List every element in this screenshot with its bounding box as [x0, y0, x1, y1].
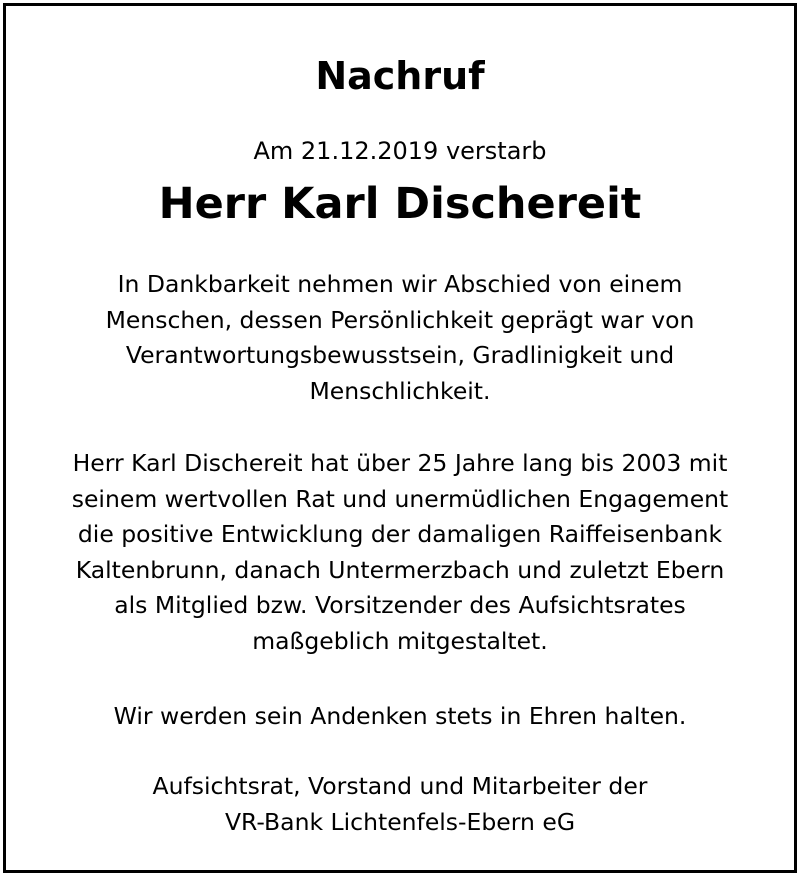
- signature-line: Aufsichtsrat, Vorstand und Mitarbeiter der: [152, 772, 648, 800]
- paragraph-line: Verantwortungsbewusstsein, Gradlinigkeit und: [125, 341, 675, 369]
- deceased-name: Herr Karl Dischereit: [158, 179, 642, 229]
- paragraph-line: Menschen, dessen Persönlichkeit geprägt war von: [105, 305, 695, 334]
- paragraph-line: Wir werden sein Andenken stets in Ehren halten.: [113, 702, 687, 730]
- paragraph-line: Herr Karl Dischereit hat über 25 Jahre lang bis 2003 mit: [72, 449, 728, 477]
- signature-line: VR-Bank Lichtenfels-Ebern eG: [224, 807, 576, 836]
- paragraph-line: als Mitglied bzw. Vorsitzender des Aufsichtsrates: [114, 591, 686, 619]
- paragraph-line: Kaltenbrunn, danach Untermerzbach und zuletzt Ebern: [75, 555, 725, 584]
- death-date-line: Am 21.12.2019 verstarb: [253, 137, 547, 165]
- obituary-heading: Nachruf: [315, 54, 485, 98]
- remembrance-paragraph: [6, 699, 794, 735]
- paragraph-line: die positive Entwicklung der damaligen Raiffeisenbank: [77, 520, 723, 548]
- paragraph-line: In Dankbarkeit nehmen wir Abschied von einem: [117, 270, 683, 298]
- signature-block: [6, 769, 794, 840]
- service-paragraph: [6, 446, 794, 659]
- paragraph-line: seinem wertvollen Rat und unermüdlichen Engagement: [71, 484, 729, 513]
- paragraph-line: Menschlichkeit.: [309, 376, 491, 405]
- obituary-frame: [3, 3, 797, 873]
- paragraph-line: maßgeblich mitgestaltet.: [252, 626, 548, 655]
- gratitude-paragraph: [6, 267, 794, 409]
